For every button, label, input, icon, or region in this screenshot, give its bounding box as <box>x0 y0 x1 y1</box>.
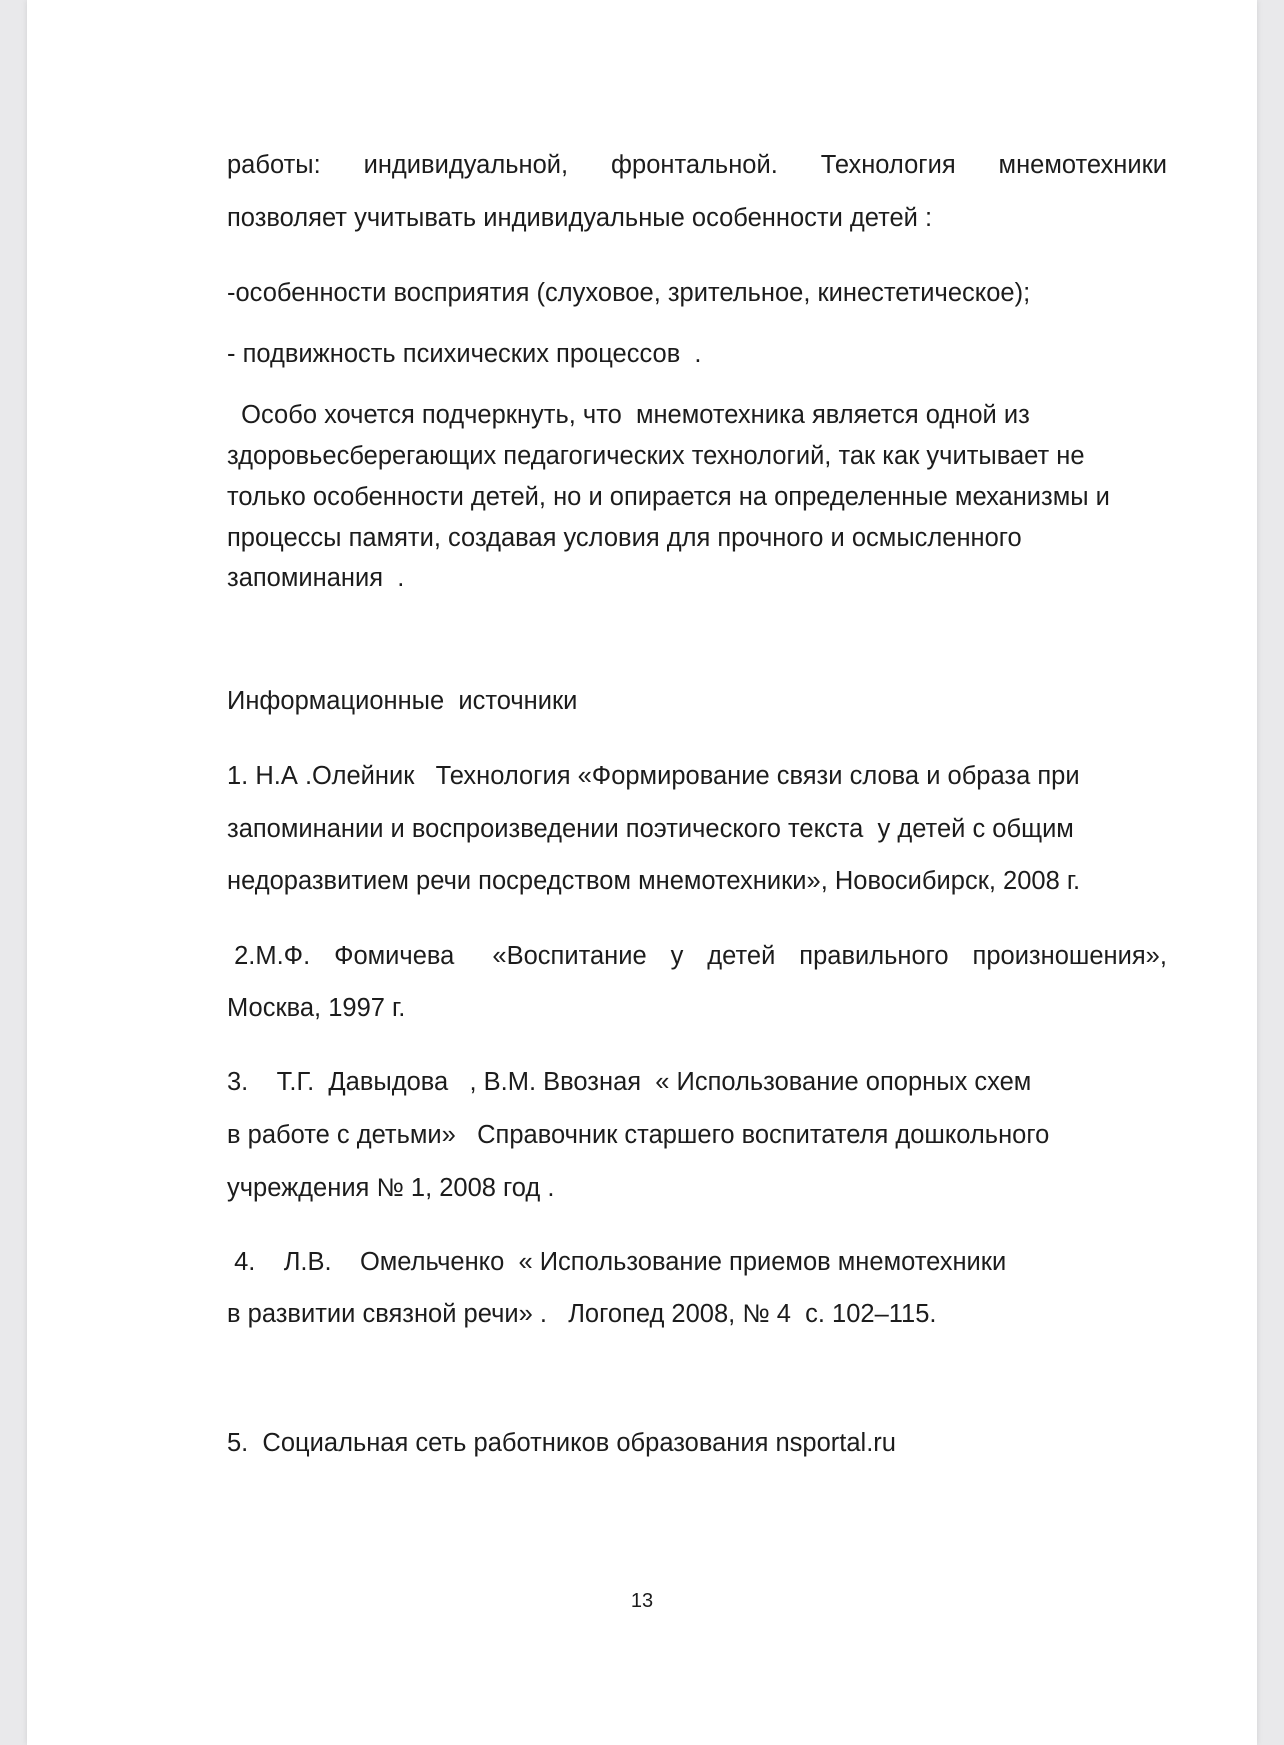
source-2-line-1 <box>227 940 1167 972</box>
source-3-line-3: учреждения № 1, 2008 год . <box>227 1174 555 1202</box>
word: детей <box>707 942 776 970</box>
source-4-line-2: в развитии связной речи» . Логопед 2008, № 4 с. 102–115. <box>227 1300 937 1328</box>
source-1-line-3: недоразвитием речи посредством мнемотехники», Новосибирск, 2008 г. <box>227 867 1081 895</box>
word: произношения», <box>972 942 1167 970</box>
bullet-mobility: - подвижность психических процессов . <box>227 340 702 368</box>
paragraph-1-line-2: позволяет учитывать индивидуальные особенности детей : <box>227 204 933 232</box>
source-3-line-2: в работе с детьми» Справочник старшего воспитателя дошкольного <box>227 1121 1050 1149</box>
paragraph-2-line-1: Особо хочется подчеркнуть, что мнемотехника является одной из <box>227 401 1030 429</box>
paragraph-2-line-2: здоровьесберегающих педагогических технологий, так как учитывает не <box>227 442 1085 470</box>
bullet-perception: -особенности восприятия (слуховое, зрительное, кинестетическое); <box>227 279 1031 307</box>
source-3-line-1: 3. Т.Г. Давыдова , В.М. Ввозная « Использование опорных схем <box>227 1068 1032 1096</box>
word: правильного <box>799 942 949 970</box>
word: работы: <box>227 151 321 179</box>
document-page <box>27 0 1257 1745</box>
source-1-line-1: 1. Н.А .Олейник Технология «Формирование связи слова и образа при <box>227 762 1080 790</box>
word: у <box>670 942 684 970</box>
source-4-line-1: 4. Л.В. Омельченко « Использование приемов мнемотехники <box>227 1248 1007 1276</box>
page-number: 13 <box>630 1590 654 1612</box>
source-5-line-1: 5. Социальная сеть работников образования nsportal.ru <box>227 1429 896 1457</box>
paragraph-2-line-4: процессы памяти, создавая условия для прочного и осмысленного <box>227 524 1022 552</box>
sources-heading: Информационные источники <box>227 687 578 715</box>
word: фронтальной. <box>611 151 778 179</box>
paragraph-2-line-5: запоминания . <box>227 564 405 592</box>
word: Технология <box>820 151 956 179</box>
source-1-line-2: запоминании и воспроизведении поэтического текста у детей с общим <box>227 815 1074 843</box>
word: мнемотехники <box>998 151 1167 179</box>
word: 2.М.Ф. <box>227 942 311 970</box>
paragraph-2-line-3: только особенности детей, но и опирается на определенные механизмы и <box>227 483 1110 511</box>
paragraph-1-line-1 <box>227 149 1167 181</box>
source-2-line-2: Москва, 1997 г. <box>227 994 406 1022</box>
word: «Воспитание <box>478 942 647 970</box>
word: Фомичева <box>334 942 455 970</box>
word: индивидуальной, <box>363 151 569 179</box>
